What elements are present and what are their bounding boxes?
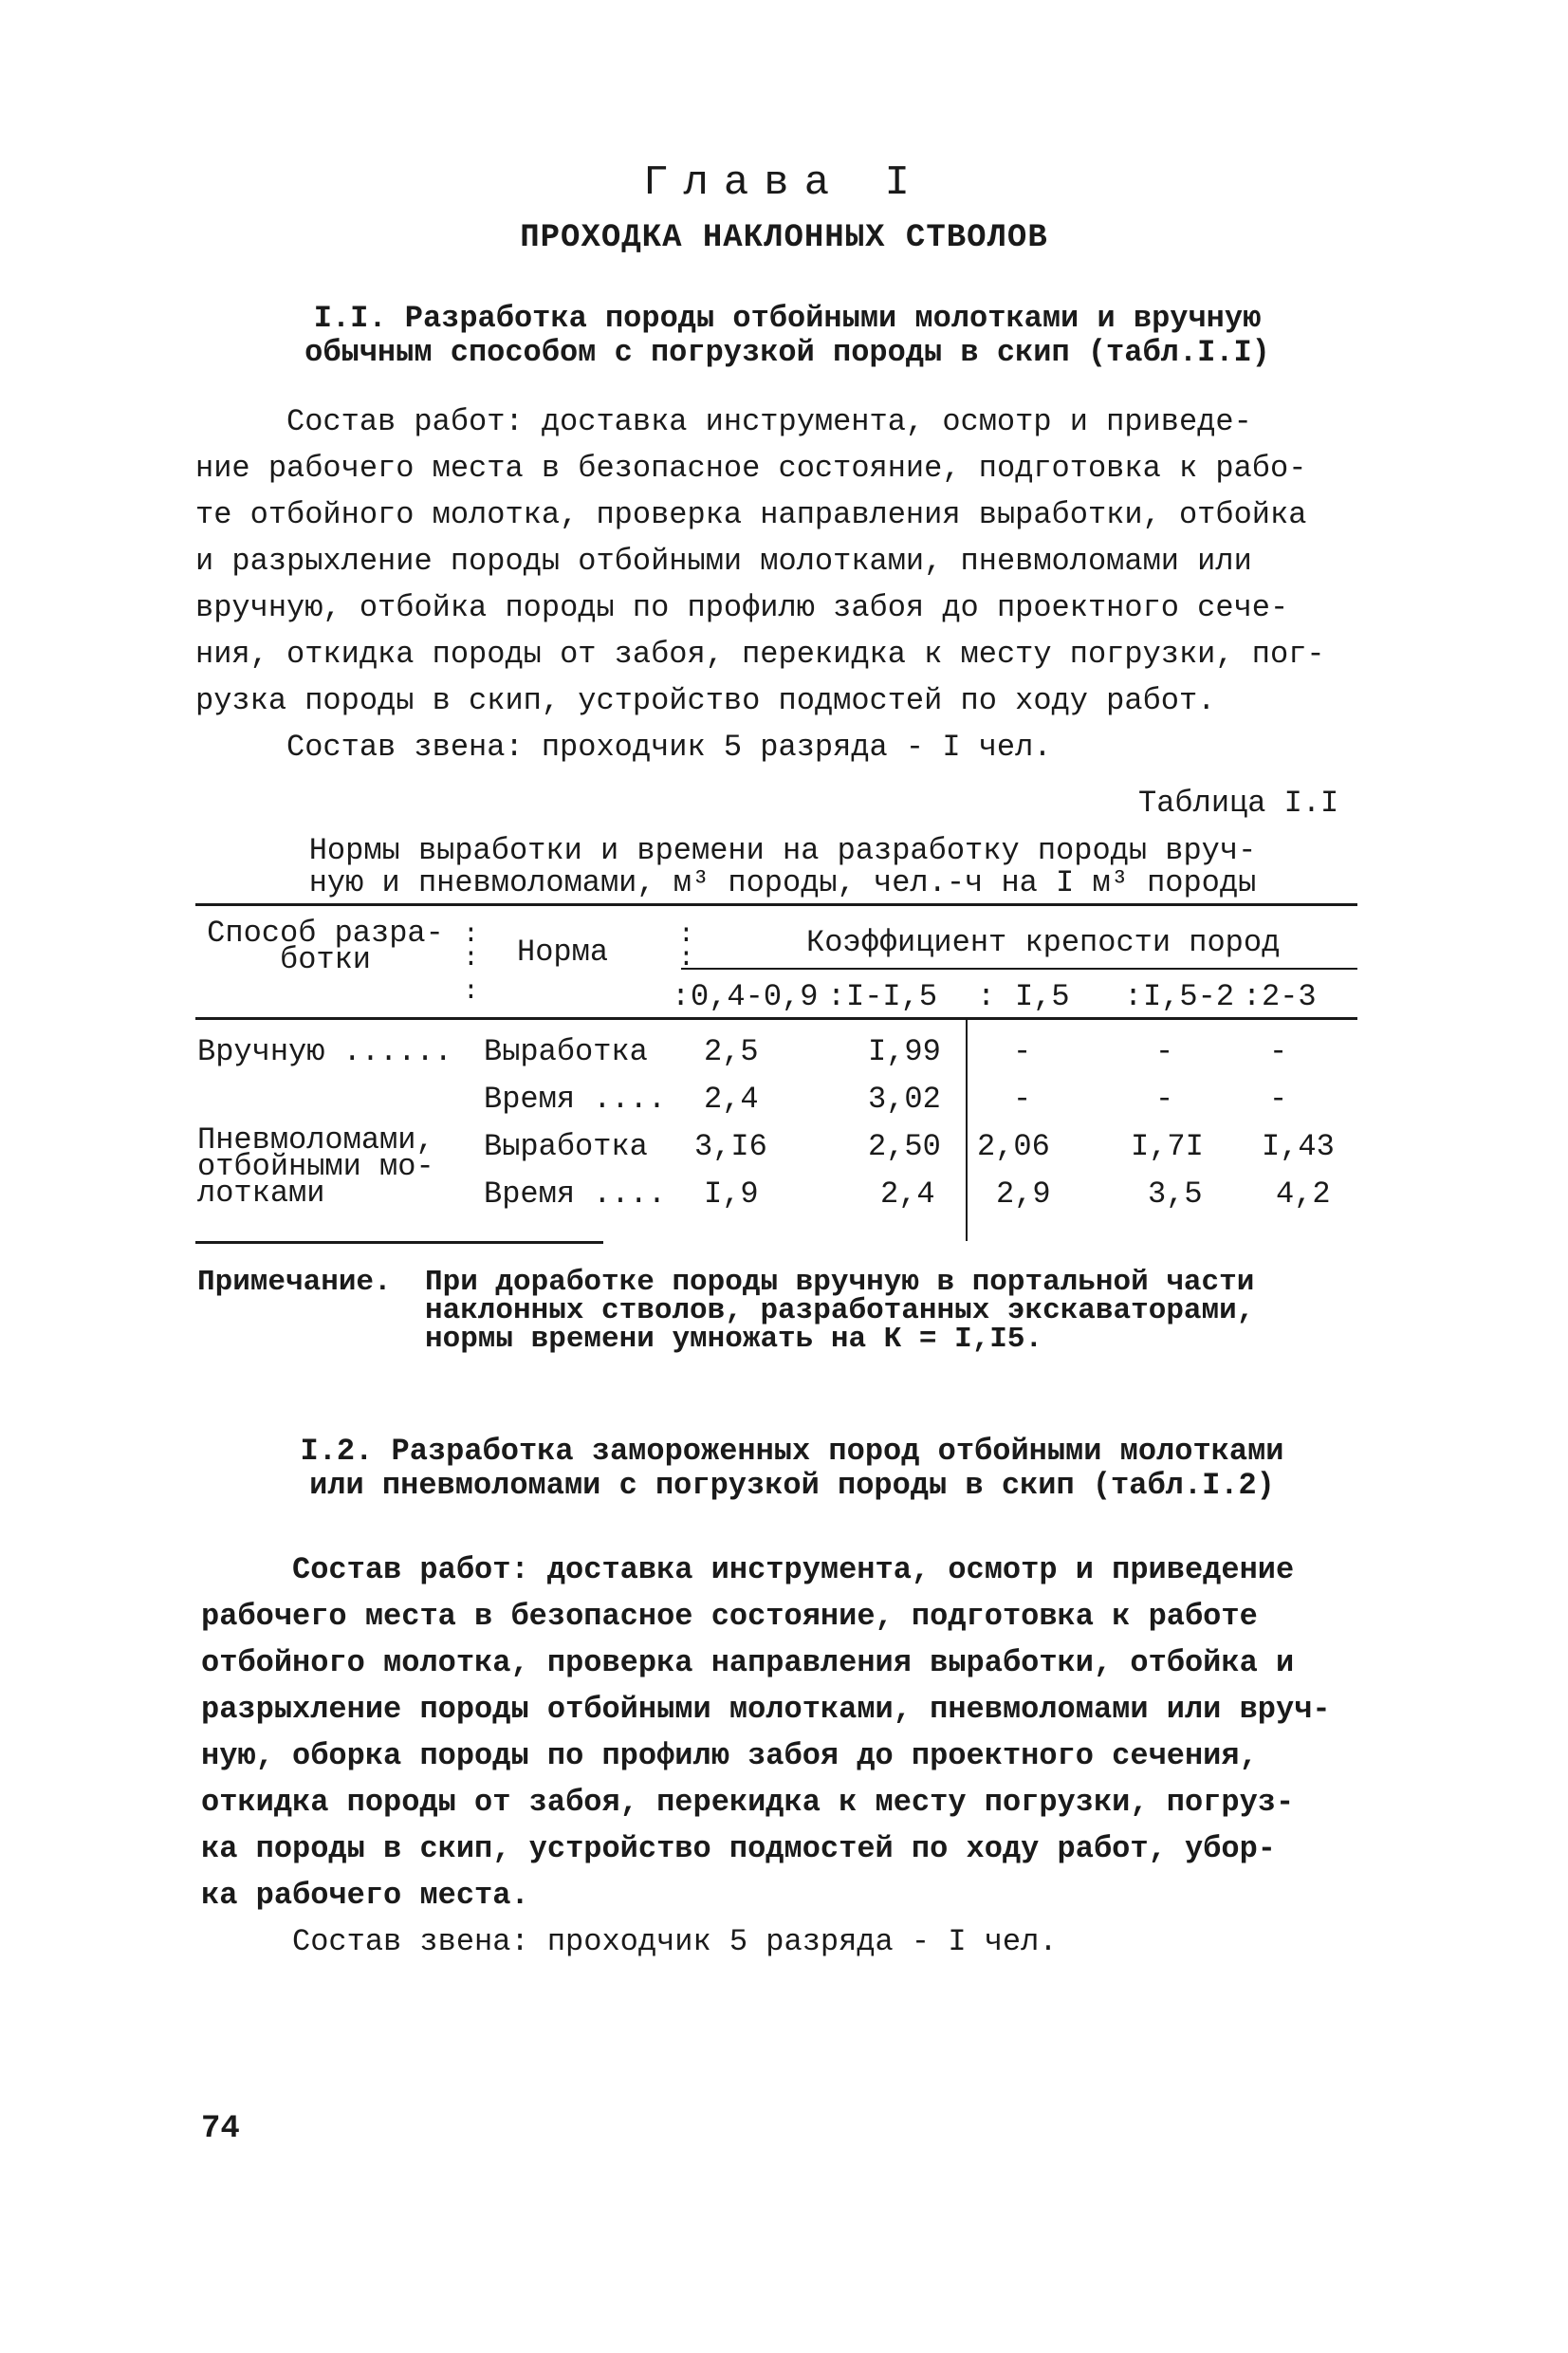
work-line: те отбойного молотка, проверка направления выработки, отбойка: [195, 497, 1307, 532]
row-method: Вручную ......: [197, 1034, 452, 1069]
note-line: При доработке породы вручную в портальной части: [425, 1266, 1255, 1299]
row-value: -: [1013, 1082, 1032, 1117]
row-value: 3,I6: [694, 1129, 767, 1164]
header-col-sep: :: [827, 979, 846, 1014]
row-value: 2,9: [996, 1176, 1051, 1212]
crew-line: Состав звена: проходчик 5 разряда - I чел.: [286, 730, 1052, 765]
table-caption-line: Нормы выработки и времени на разработку породы вруч-: [308, 833, 1257, 868]
header-separator: :: [463, 920, 479, 950]
row-value: 2,4: [880, 1176, 935, 1212]
row-norm: Выработка: [484, 1129, 648, 1164]
row-method: Пневмоломами, отбойными мо- лотками: [197, 1122, 434, 1211]
row-value: I,99: [868, 1034, 941, 1069]
row-value: I,9: [704, 1176, 759, 1212]
note-label: Примечание.: [197, 1266, 392, 1299]
work-line: вручную, отбойка породы по профилю забоя до проектного сече-: [195, 590, 1289, 625]
section-1-work: [195, 398, 1357, 770]
row-norm: Время ....: [484, 1082, 667, 1117]
row-value: I,7I: [1131, 1129, 1204, 1164]
table-header-rule: [681, 968, 1357, 970]
work-line: разрыхление породы отбойными молотками, пневмоломами или вруч-: [201, 1692, 1331, 1727]
header-col: I,5-2: [1143, 979, 1235, 1014]
table-header-bottom-rule: [195, 1017, 1357, 1020]
work-line: ние рабочего места в безопасное состояние, подготовка к рабо-: [195, 451, 1307, 486]
row-value: 4,2: [1276, 1176, 1331, 1212]
header-col: 0,4-0,9: [691, 979, 819, 1014]
row-norm: Выработка: [484, 1034, 648, 1069]
table-caption-line: ную и пневмоломами, м³ породы, чел.-ч на I м³ породы: [308, 865, 1257, 900]
chapter-subtitle: ПРОХОДКА НАКЛОННЫХ СТВОЛОВ: [520, 220, 1048, 256]
section-1-title-line: обычным способом с погрузкой породы в скип (табл.I.I): [304, 335, 1270, 370]
row-norm: Время ....: [484, 1176, 667, 1212]
header-col-sep: :: [1124, 979, 1143, 1014]
row-value: 3,02: [868, 1082, 941, 1117]
header-separator: :: [463, 977, 479, 1007]
section-2-title-line: I.2. Разработка замороженных пород отбойными молотками: [300, 1434, 1284, 1469]
work-line: Состав работ: доставка инструмента, осмотр и приведение: [292, 1552, 1295, 1587]
row-value: 2,4: [704, 1082, 759, 1117]
row-value: I,43: [1262, 1129, 1335, 1164]
header-separator: :: [678, 920, 694, 950]
work-line: рузка породы в скип, устройство подмостей по ходу работ.: [195, 683, 1216, 718]
work-line: Состав работ: доставка инструмента, осмотр и приведе-: [286, 404, 1252, 439]
row-value: 2,50: [868, 1129, 941, 1164]
note-line: наклонных стволов, разработанных экскаваторами,: [425, 1294, 1255, 1327]
section-2-work: [201, 1547, 1363, 1965]
row-value: -: [1013, 1034, 1032, 1069]
row-value: 3,5: [1148, 1176, 1203, 1212]
header-coefficient: Коэффициент крепости пород: [806, 925, 1281, 960]
header-col-sep: :: [1243, 979, 1262, 1014]
work-line: ка породы в скип, устройство подмостей по ходу работ, убор-: [201, 1831, 1276, 1866]
work-line: откидка породы от забоя, перекидка к месту погрузки, погруз-: [201, 1785, 1295, 1820]
crew-line: Состав звена: проходчик 5 разряда - I чел.: [292, 1924, 1058, 1959]
work-line: отбойного молотка, проверка направления выработки, отбойка и: [201, 1645, 1295, 1680]
table-top-rule: [195, 903, 1357, 906]
row-value: -: [1155, 1034, 1174, 1069]
section-2-title: [237, 1435, 1347, 1503]
work-line: ка рабочего места.: [201, 1878, 529, 1913]
row-value: -: [1155, 1082, 1174, 1117]
header-separator: :: [463, 944, 479, 973]
header-col: 2-3: [1262, 979, 1317, 1014]
row-value: -: [1269, 1034, 1288, 1069]
header-col: I-I,5: [846, 979, 938, 1014]
row-value: 2,5: [704, 1034, 759, 1069]
header-method: Способ разра- ботки: [207, 916, 444, 977]
header-col-sep: :: [977, 979, 996, 1014]
section-1-title-line: I.I. Разработка породы отбойными молотками и вручную: [313, 301, 1262, 336]
work-line: ную, оборка породы по профилю забоя до проектного сечения,: [201, 1738, 1258, 1773]
table-bottom-rule: [195, 1241, 603, 1244]
table-column-rule: [966, 1018, 968, 1241]
section-2-title-line: или пневмоломами с погрузкой породы в скип (табл.I.2): [309, 1468, 1275, 1503]
header-separator: :: [678, 944, 694, 973]
header-col: I,5: [1015, 979, 1070, 1014]
page-number: 74: [201, 2111, 240, 2147]
header-norm: Норма: [517, 935, 609, 970]
work-line: и разрыхление породы отбойными молотками, пневмоломами или: [195, 544, 1252, 579]
work-line: ния, откидка породы от забоя, перекидка к месту погрузки, пог-: [195, 637, 1325, 672]
row-value: -: [1269, 1082, 1288, 1117]
section-1-title: [218, 302, 1356, 370]
note-line: нормы времени умножать на К = I,I5.: [425, 1323, 1043, 1356]
work-line: рабочего места в безопасное состояние, подготовка к работе: [201, 1599, 1258, 1634]
table-label: Таблица I.I: [1138, 786, 1339, 821]
header-col-sep: :: [672, 979, 691, 1014]
row-value: 2,06: [977, 1129, 1050, 1164]
chapter-title: Глава I: [643, 159, 925, 207]
table-caption: [228, 835, 1337, 899]
